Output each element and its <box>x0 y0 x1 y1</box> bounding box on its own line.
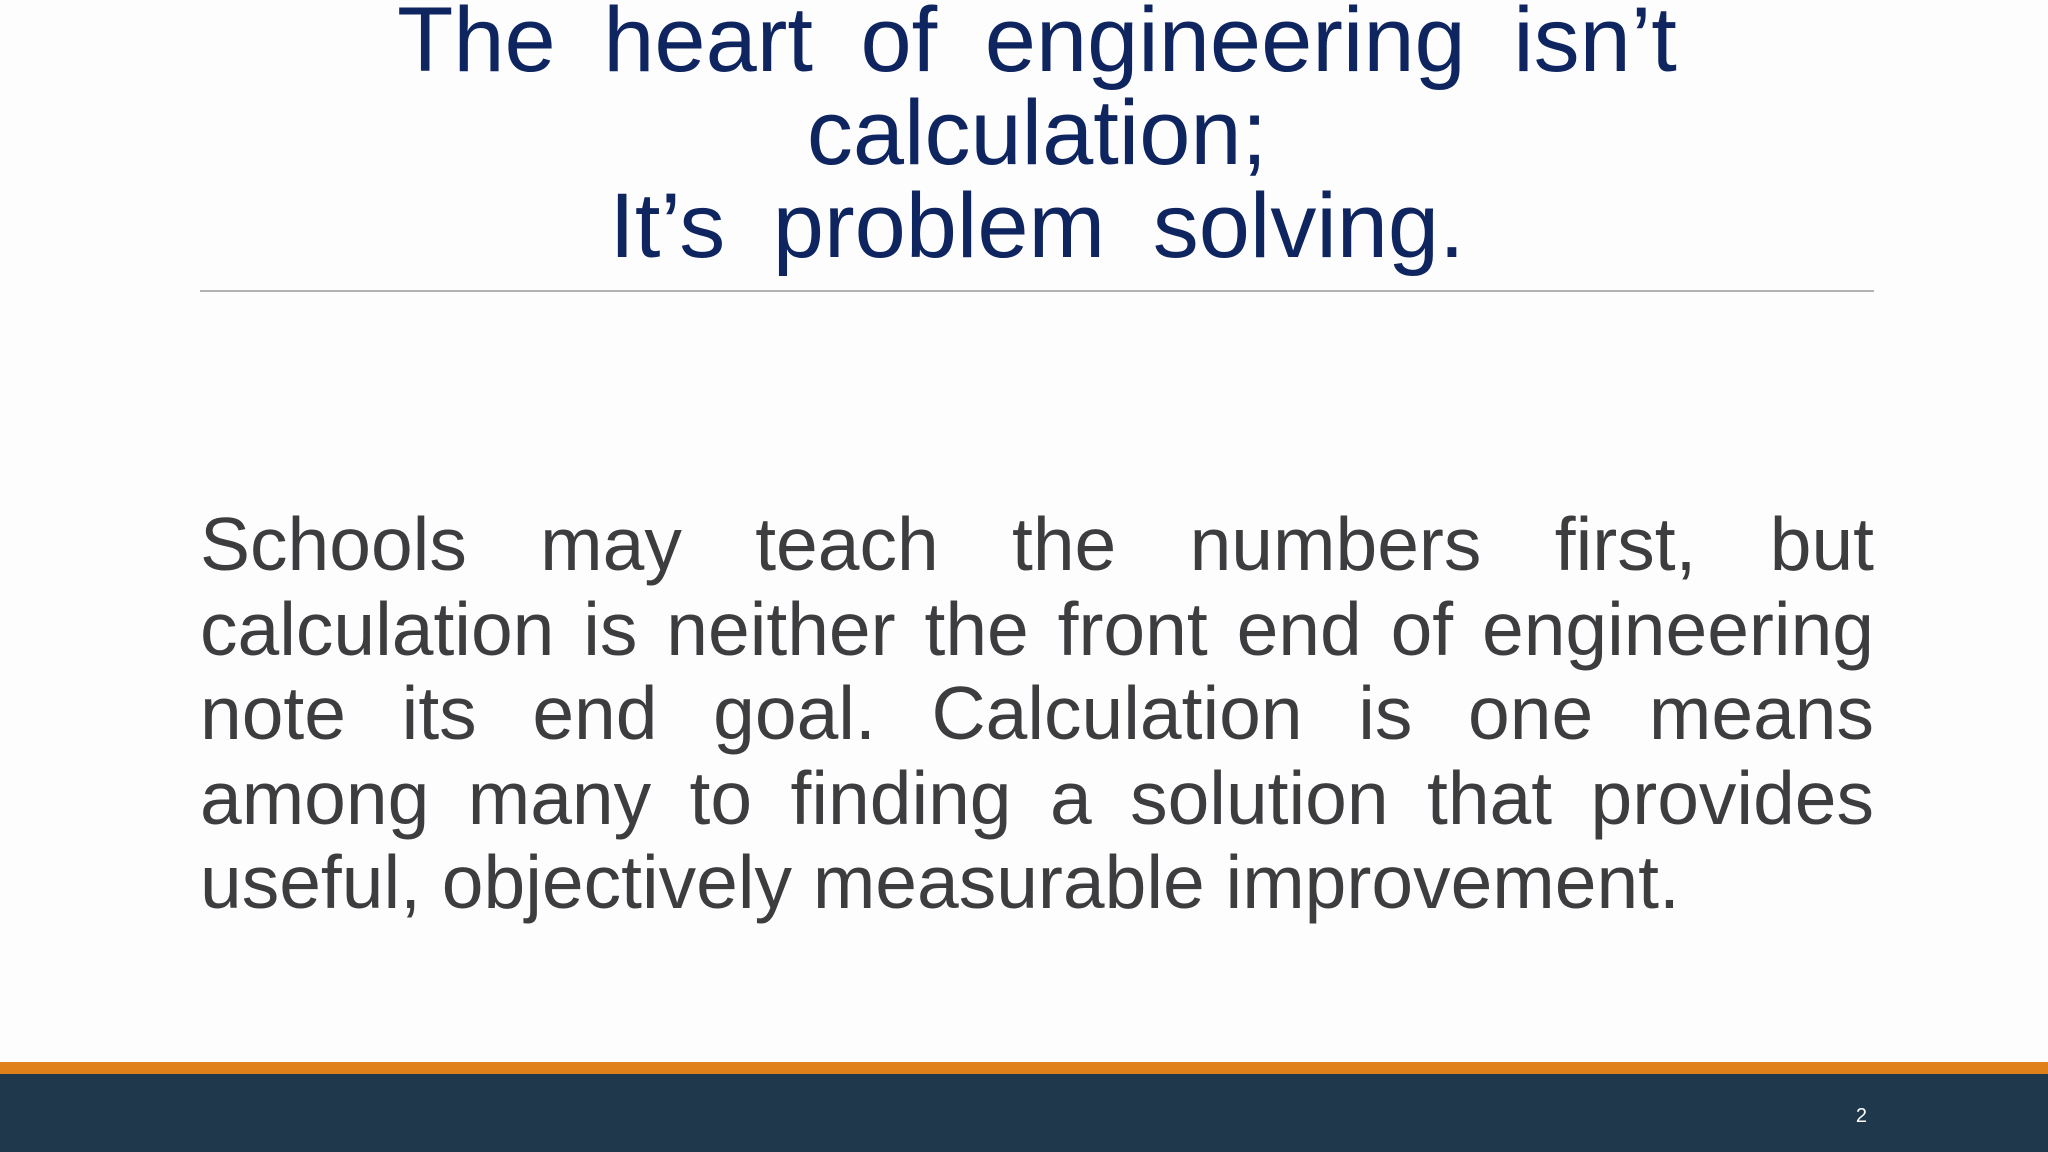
slide-title-line-2: calculation; <box>806 82 1268 184</box>
footer-bar <box>0 1074 2048 1152</box>
slide-page-number: 2 <box>1855 1105 1867 1127</box>
footer-accent-stripe <box>0 1062 2048 1074</box>
slide-title <box>200 0 1874 277</box>
slide-title-line-1: The heart of engineering isn’t <box>397 0 1677 91</box>
title-divider <box>200 290 1874 292</box>
slide-body-text: Schools may teach the numbers first, but calculation is neither the front end of engineering note its end goal. Calculation is one means among many to finding a solution that provides useful, objectively measurable improvement. <box>200 502 1874 924</box>
slide-title-line-3: It’s problem solving. <box>609 175 1465 277</box>
